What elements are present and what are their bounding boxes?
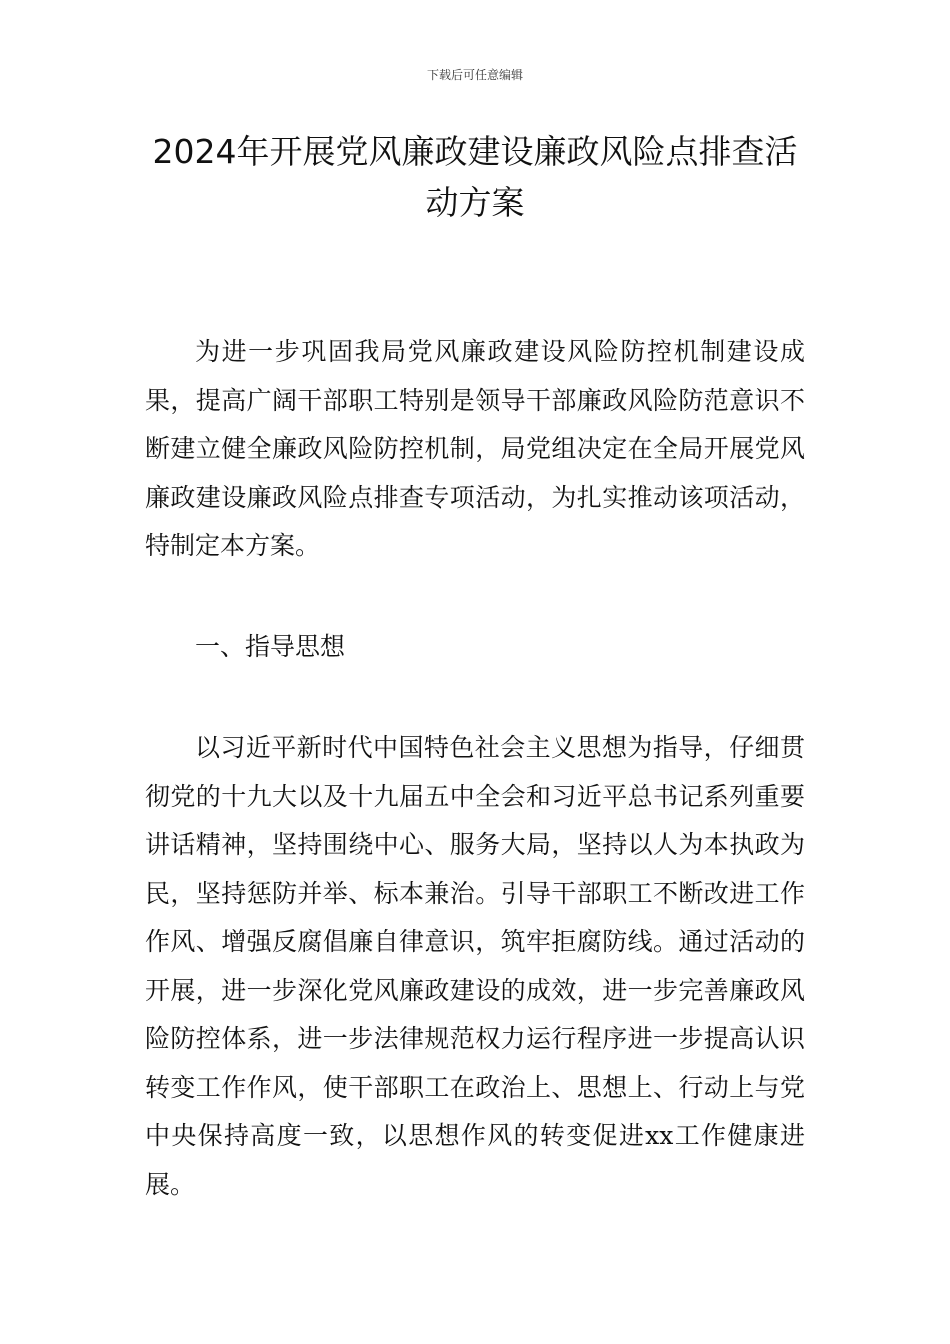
intro-paragraph: 为进一步巩固我局党风廉政建设风险防控机制建设成果，提高广阔干部职工特别是领导干部廉政风险防范意识不断建立健全廉政风险防控机制，局党组决定在全局开展党风廉政建设廉政风险点排查专项活动，为扎实推动该项活动，特制定本方案。 <box>145 337 805 560</box>
header-note: 下载后可任意编辑 <box>426 68 523 82</box>
section-heading-guiding-thought: 一、指导思想 <box>195 632 346 661</box>
document-title: 2024年开展党风廉政建设廉政风险点排查活动方案 <box>152 132 798 222</box>
guiding-thought-paragraph: 以习近平新时代中国特色社会主义思想为指导，仔细贯彻党的十九大以及十九届五中全会和习近平总书记系列重要讲话精神，坚持围绕中心、服务大局，坚持以人为本执政为民，坚持惩防并举、标本兼治。引导干部职工不断改进工作作风、增强反腐倡廉自律意识，筑牢拒腐防线。通过活动的开展，进一步深化党风廉政建设的成效，进一步完善廉政风险防控体系，进一步法律规范权力运行程序进一步提高认识转变工作作风，使干部职工在政治上、思想上、行动上与党中央保持高度一致，以思想作风的转变促进xx工作健康进展。 <box>145 733 805 1199</box>
